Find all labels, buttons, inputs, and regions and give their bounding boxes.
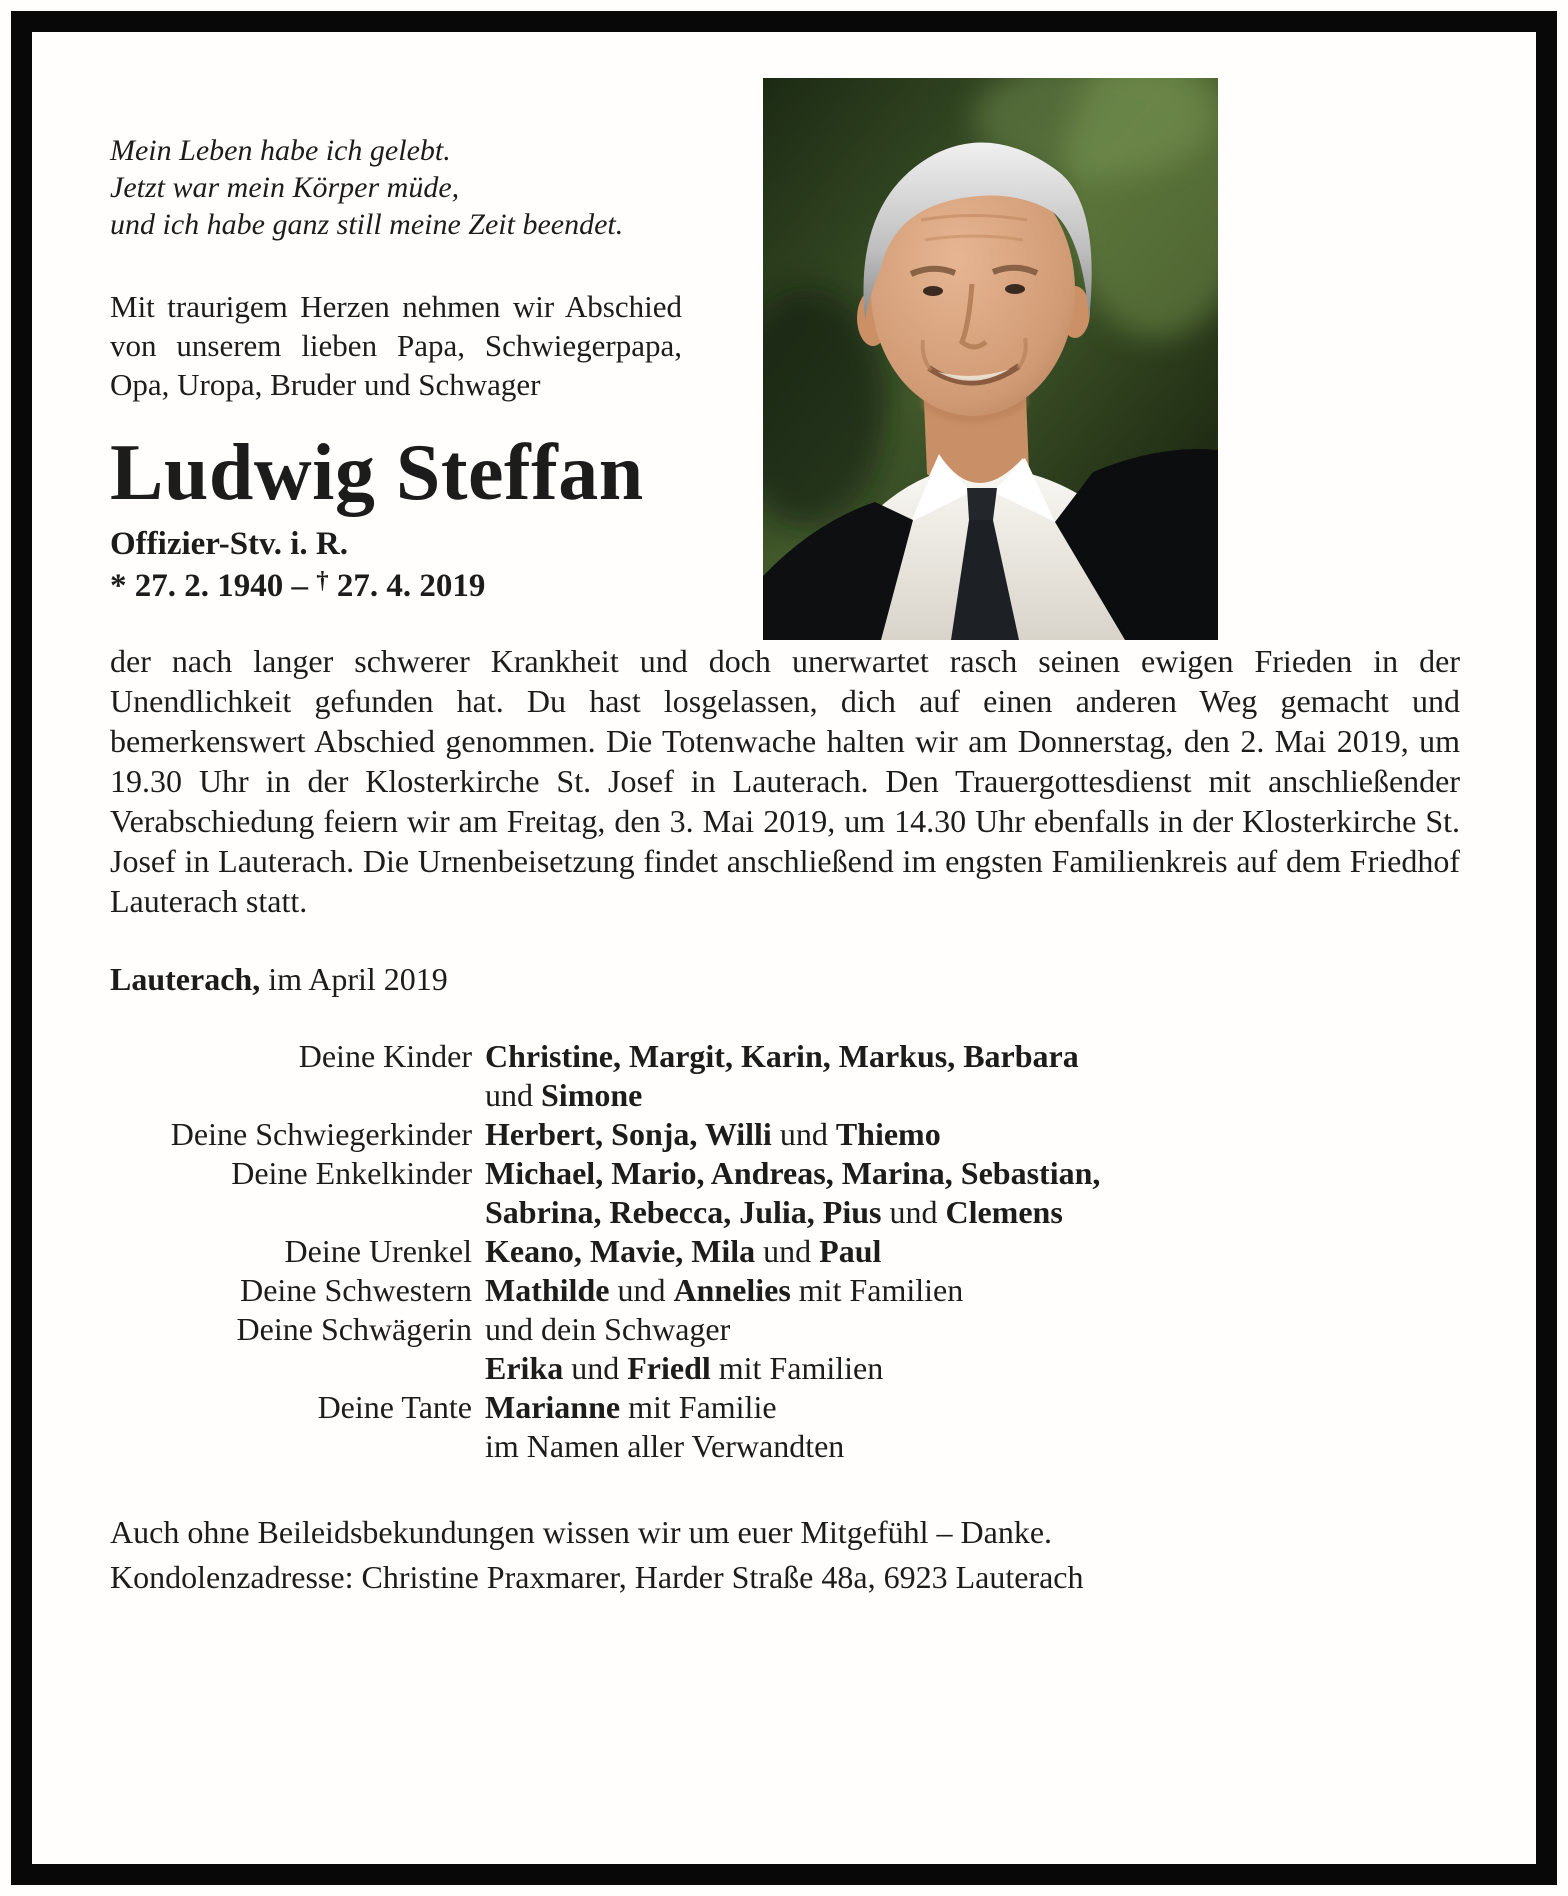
family-text: und: [563, 1350, 628, 1386]
family-line: [110, 1271, 1460, 1310]
birth-date: 27. 2. 1940: [134, 568, 284, 604]
main-text: der nach langer schwerer Krankheit und doch unerwartet rasch seinen ewigen Frieden in der Unendlichkeit gefunden hat. Du hast losgelassen, dich auf einen anderen Weg gemacht und bemerkenswert Abschied genommen. Die Totenwache halten wir am Donnerstag, den 2. Mai 2019, um 19.30 Uhr in der Klosterkirche St. Josef in Lauterach. Den Trauergottesdienst mit anschließender Verabschiedung feiern wir am Freitag, den 3. Mai 2019, um 14.30 Uhr ebenfalls in der Klosterkirche St. Josef in Lauterach. Die Urnenbeisetzung findet anschließend im engsten Familienkreis auf dem Friedhof Lauterach statt.: [110, 643, 1460, 919]
family-list: [110, 1037, 1460, 1466]
family-line: [110, 1115, 1460, 1154]
family-name: Michael, Mario, Andreas, Marina, Sebastian,: [485, 1155, 1101, 1191]
family-name: Friedl: [627, 1350, 711, 1386]
family-line: [110, 1076, 1460, 1115]
family-line: [110, 1310, 1460, 1349]
family-name: Simone: [541, 1077, 643, 1113]
family-name: Erika: [485, 1350, 564, 1386]
family-line: [110, 1193, 1460, 1232]
family-text: mit Familien: [710, 1350, 884, 1386]
family-name: Clemens: [945, 1194, 1063, 1230]
family-text: und: [771, 1116, 836, 1152]
family-relation-label: Deine Kinder: [298, 1038, 472, 1074]
family-names: [485, 1154, 1460, 1193]
family-name: Sabrina, Rebecca, Julia, Pius: [485, 1194, 882, 1230]
death-date: 27. 4. 2019: [336, 568, 486, 604]
family-relation-label: [110, 1349, 472, 1388]
portrait-photo: [763, 78, 1218, 640]
family-text: und: [755, 1233, 820, 1269]
family-name: Herbert, Sonja, Willi: [485, 1116, 772, 1152]
family-text: und: [881, 1194, 946, 1230]
family-name: Christine, Margit, Karin, Markus, Barbara: [485, 1038, 1079, 1074]
family-line: [110, 1037, 1460, 1076]
family-names: [485, 1232, 1460, 1271]
family-relation-label: Deine Schwiegerkinder: [170, 1116, 472, 1152]
family-text: und dein Schwager: [485, 1311, 731, 1347]
family-text: und: [609, 1272, 674, 1308]
family-name: Thiemo: [835, 1116, 941, 1152]
family-names: [485, 1388, 1460, 1427]
epitaph-line: und ich habe ganz still meine Zeit beendet.: [110, 208, 624, 241]
family-names: [485, 1037, 1460, 1076]
epitaph-line: Mein Leben habe ich gelebt.: [110, 134, 451, 167]
family-line: [110, 1154, 1460, 1193]
family-relation-label: Deine Urenkel: [284, 1233, 472, 1269]
family-text: mit Familien: [790, 1272, 964, 1308]
family-name: Paul: [819, 1233, 882, 1269]
family-names: [485, 1115, 1460, 1154]
family-line: [110, 1427, 1460, 1466]
family-name: Keano, Mavie, Mila: [485, 1233, 756, 1269]
closing-thanks: Auch ohne Beileidsbekundungen wissen wir um euer Mitgefühl – Danke.: [110, 1514, 1053, 1550]
family-relation-label: [110, 1427, 472, 1466]
family-name: Annelies: [673, 1272, 791, 1308]
family-text: im Namen aller Verwandten: [485, 1428, 845, 1464]
family-name: Mathilde: [485, 1272, 610, 1308]
family-names: [485, 1076, 1460, 1115]
epitaph-line: Jetzt war mein Körper müde,: [110, 171, 460, 204]
dateline: [110, 959, 1460, 999]
family-line: [110, 1388, 1460, 1427]
birth-symbol: *: [110, 568, 127, 604]
family-text: und: [485, 1077, 541, 1113]
family-names: [485, 1349, 1460, 1388]
condolence-address: Kondolenzadresse: Christine Praxmarer, Harder Straße 48a, 6923 Lauterach: [110, 1559, 1084, 1595]
family-relation-label: Deine Tante: [317, 1389, 472, 1425]
family-relation-label: Deine Schwestern: [240, 1272, 472, 1308]
family-name: Marianne: [485, 1389, 621, 1425]
family-text: mit Familie: [620, 1389, 777, 1425]
family-names: [485, 1193, 1460, 1232]
deceased-title: Offizier-Stv. i. R.: [110, 526, 348, 562]
portrait-photo-image: [763, 78, 1218, 640]
deceased-name: Ludwig Steffan: [110, 429, 644, 517]
family-relation-label: [110, 1193, 472, 1232]
closing-block: [110, 1510, 1460, 1600]
family-relation-label: Deine Enkelkinder: [231, 1155, 472, 1191]
family-relation-label: [110, 1076, 472, 1115]
dateline-date: im April 2019: [268, 961, 448, 997]
family-relation-label: Deine Schwägerin: [236, 1311, 472, 1347]
family-line: [110, 1349, 1460, 1388]
family-names: [485, 1310, 1460, 1349]
family-line: [110, 1232, 1460, 1271]
intro-paragraph: Mit traurigem Herzen nehmen wir Abschied von unserem lieben Papa, Schwiegerpapa, Opa, Uropa, Bruder und Schwager: [110, 289, 682, 402]
family-names: [485, 1271, 1460, 1310]
date-separator: –: [291, 568, 308, 604]
death-symbol: †: [316, 567, 329, 594]
dateline-place: Lauterach,: [110, 961, 261, 997]
family-names: [485, 1427, 1460, 1466]
